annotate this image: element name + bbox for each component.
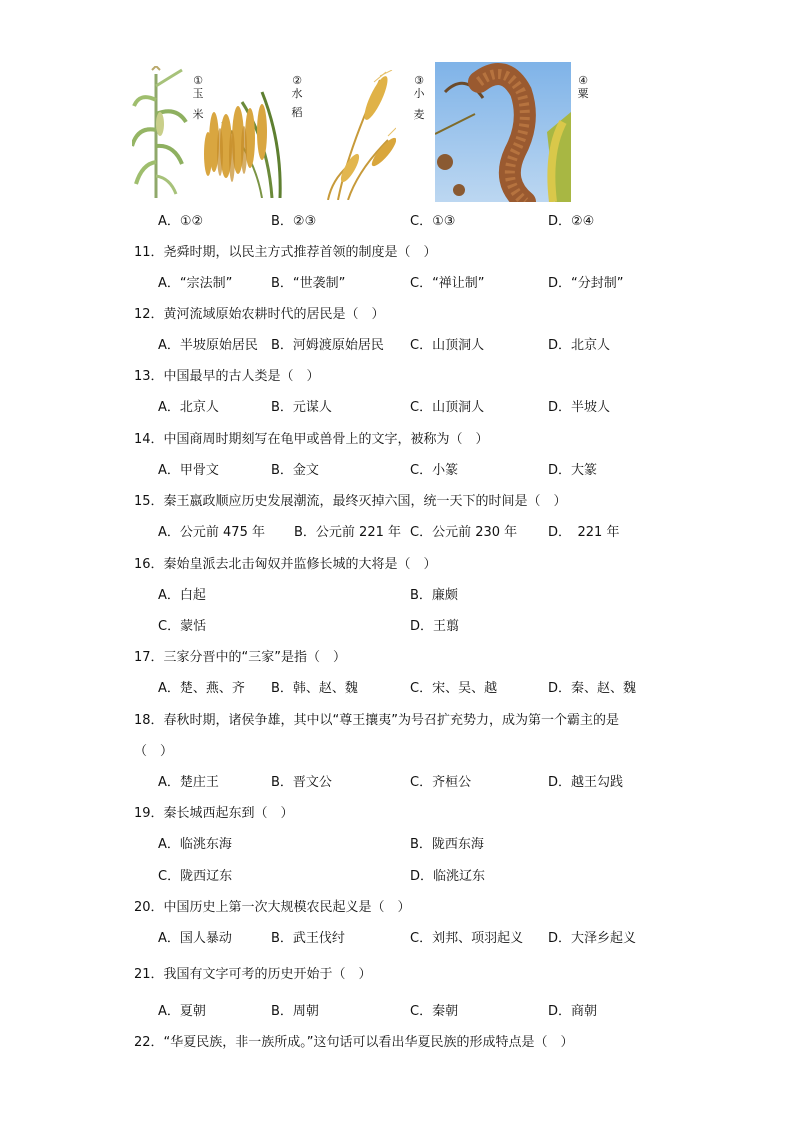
option-c[interactable]: C．“禅让制”	[410, 276, 485, 291]
option-c[interactable]: C．陇西辽东	[158, 869, 233, 884]
option-b[interactable]: B．陇西东海	[410, 837, 484, 852]
option-b[interactable]: B．晋文公	[271, 775, 332, 790]
question-20-stem: 20．中国历史上第一次大规模农民起义是（ ）	[134, 900, 411, 915]
option-a[interactable]: A．楚庄王	[158, 775, 219, 790]
question-16-stem: 16．秦始皇派去北击匈奴并监修长城的大将是（ ）	[134, 557, 437, 572]
option-c[interactable]: C．山顶洞人	[410, 338, 485, 353]
crop-label-1: ① 玉 米	[192, 74, 204, 121]
question-14-stem: 14．中国商周时期刻写在龟甲或兽骨上的文字，被称为（ ）	[134, 432, 489, 447]
question-13-stem: 13．中国最早的古人类是（ ）	[134, 369, 320, 384]
crop-label-3: ③ 小 麦	[413, 74, 425, 121]
wheat-image	[318, 70, 396, 200]
option-c[interactable]: C．秦朝	[410, 1004, 459, 1019]
option-a[interactable]: A．公元前 475 年	[158, 525, 265, 540]
option-c[interactable]: C．齐桓公	[410, 775, 472, 790]
option-b[interactable]: B．武王伐纣	[271, 931, 345, 946]
crop-label-2: ② 水 稻	[291, 74, 303, 119]
option-d[interactable]: D．大泽乡起义	[548, 931, 637, 946]
option-a[interactable]: A．“宗法制”	[158, 276, 233, 291]
rice-image	[202, 82, 298, 198]
option-b[interactable]: B．金文	[271, 463, 319, 478]
question-11-stem: 11．尧舜时期，以民主方式推荐首领的制度是（ ）	[134, 245, 437, 260]
option-d[interactable]: D．“分封制”	[548, 276, 624, 291]
option-a[interactable]: A．夏朝	[158, 1004, 206, 1019]
option-b[interactable]: B．公元前 221 年	[294, 525, 401, 540]
question-15-stem: 15．秦王嬴政顺应历史发展潮流，最终灭掉六国，统一天下的时间是（ ）	[134, 494, 567, 509]
option-b[interactable]: B．廉颇	[410, 588, 458, 603]
question-22-stem: 22．“华夏民族，非一族所成。”这句话可以看出华夏民族的形成特点是（ ）	[134, 1035, 574, 1050]
option-b[interactable]: B．“世袭制”	[271, 276, 346, 291]
question-18-stem-cont: （ ）	[134, 744, 174, 759]
option-c[interactable]: C．公元前 230 年	[410, 525, 518, 540]
option-b[interactable]: B．元谋人	[271, 400, 332, 415]
option-b[interactable]: B．周朝	[271, 1004, 319, 1019]
option-c[interactable]: C．小篆	[410, 463, 459, 478]
option-d[interactable]: D．半坡人	[548, 400, 611, 415]
corn-image	[132, 66, 190, 198]
question-19-stem: 19．秦长城西起东到（ ）	[134, 806, 294, 821]
question-21-stem: 21．我国有文字可考的历史开始于（ ）	[134, 967, 372, 982]
option-d[interactable]: D．商朝	[548, 1004, 598, 1019]
option-d[interactable]: D．越王勾践	[548, 775, 624, 790]
option-d[interactable]: D．北京人	[548, 338, 611, 353]
option-d[interactable]: D．王翦	[410, 619, 460, 634]
crop-label-4: ④ 粟	[577, 74, 589, 100]
option-a[interactable]: A．临洮东海	[158, 837, 232, 852]
option-c[interactable]: C．山顶洞人	[410, 400, 485, 415]
option-d[interactable]: D． 221 年	[548, 525, 620, 540]
question-18-stem: 18．春秋时期，诸侯争雄，其中以“尊王攘夷”为号召扩充势力，成为第一个霸主的是	[134, 713, 620, 728]
option-d[interactable]: D．秦、赵、魏	[548, 681, 637, 696]
option-c[interactable]: C．宋、吴、越	[410, 681, 498, 696]
question-17-stem: 17．三家分晋中的“三家”是指（ ）	[134, 650, 347, 665]
option-b[interactable]: B．河姆渡原始居民	[271, 338, 384, 353]
option-a[interactable]: A．甲骨文	[158, 463, 219, 478]
question-12-stem: 12．黄河流域原始农耕时代的居民是（ ）	[134, 307, 385, 322]
option-a[interactable]: A．楚、燕、齐	[158, 681, 245, 696]
option-a[interactable]: A．白起	[158, 588, 206, 603]
option-c[interactable]: C．蒙恬	[158, 619, 207, 634]
option-b[interactable]: B．韩、赵、魏	[271, 681, 358, 696]
option-c[interactable]: C．刘邦、项羽起义	[410, 931, 524, 946]
option-a[interactable]: A．半坡原始居民	[158, 338, 258, 353]
option-d[interactable]: D．大篆	[548, 463, 598, 478]
option-d[interactable]: D．②④	[548, 214, 595, 229]
option-a[interactable]: A．①②	[158, 214, 204, 229]
option-b[interactable]: B．②③	[271, 214, 317, 229]
option-a[interactable]: A．北京人	[158, 400, 219, 415]
option-d[interactable]: D．临洮辽东	[410, 869, 486, 884]
millet-image	[435, 62, 571, 202]
option-c[interactable]: C．①③	[410, 214, 456, 229]
option-a[interactable]: A．国人暴动	[158, 931, 232, 946]
